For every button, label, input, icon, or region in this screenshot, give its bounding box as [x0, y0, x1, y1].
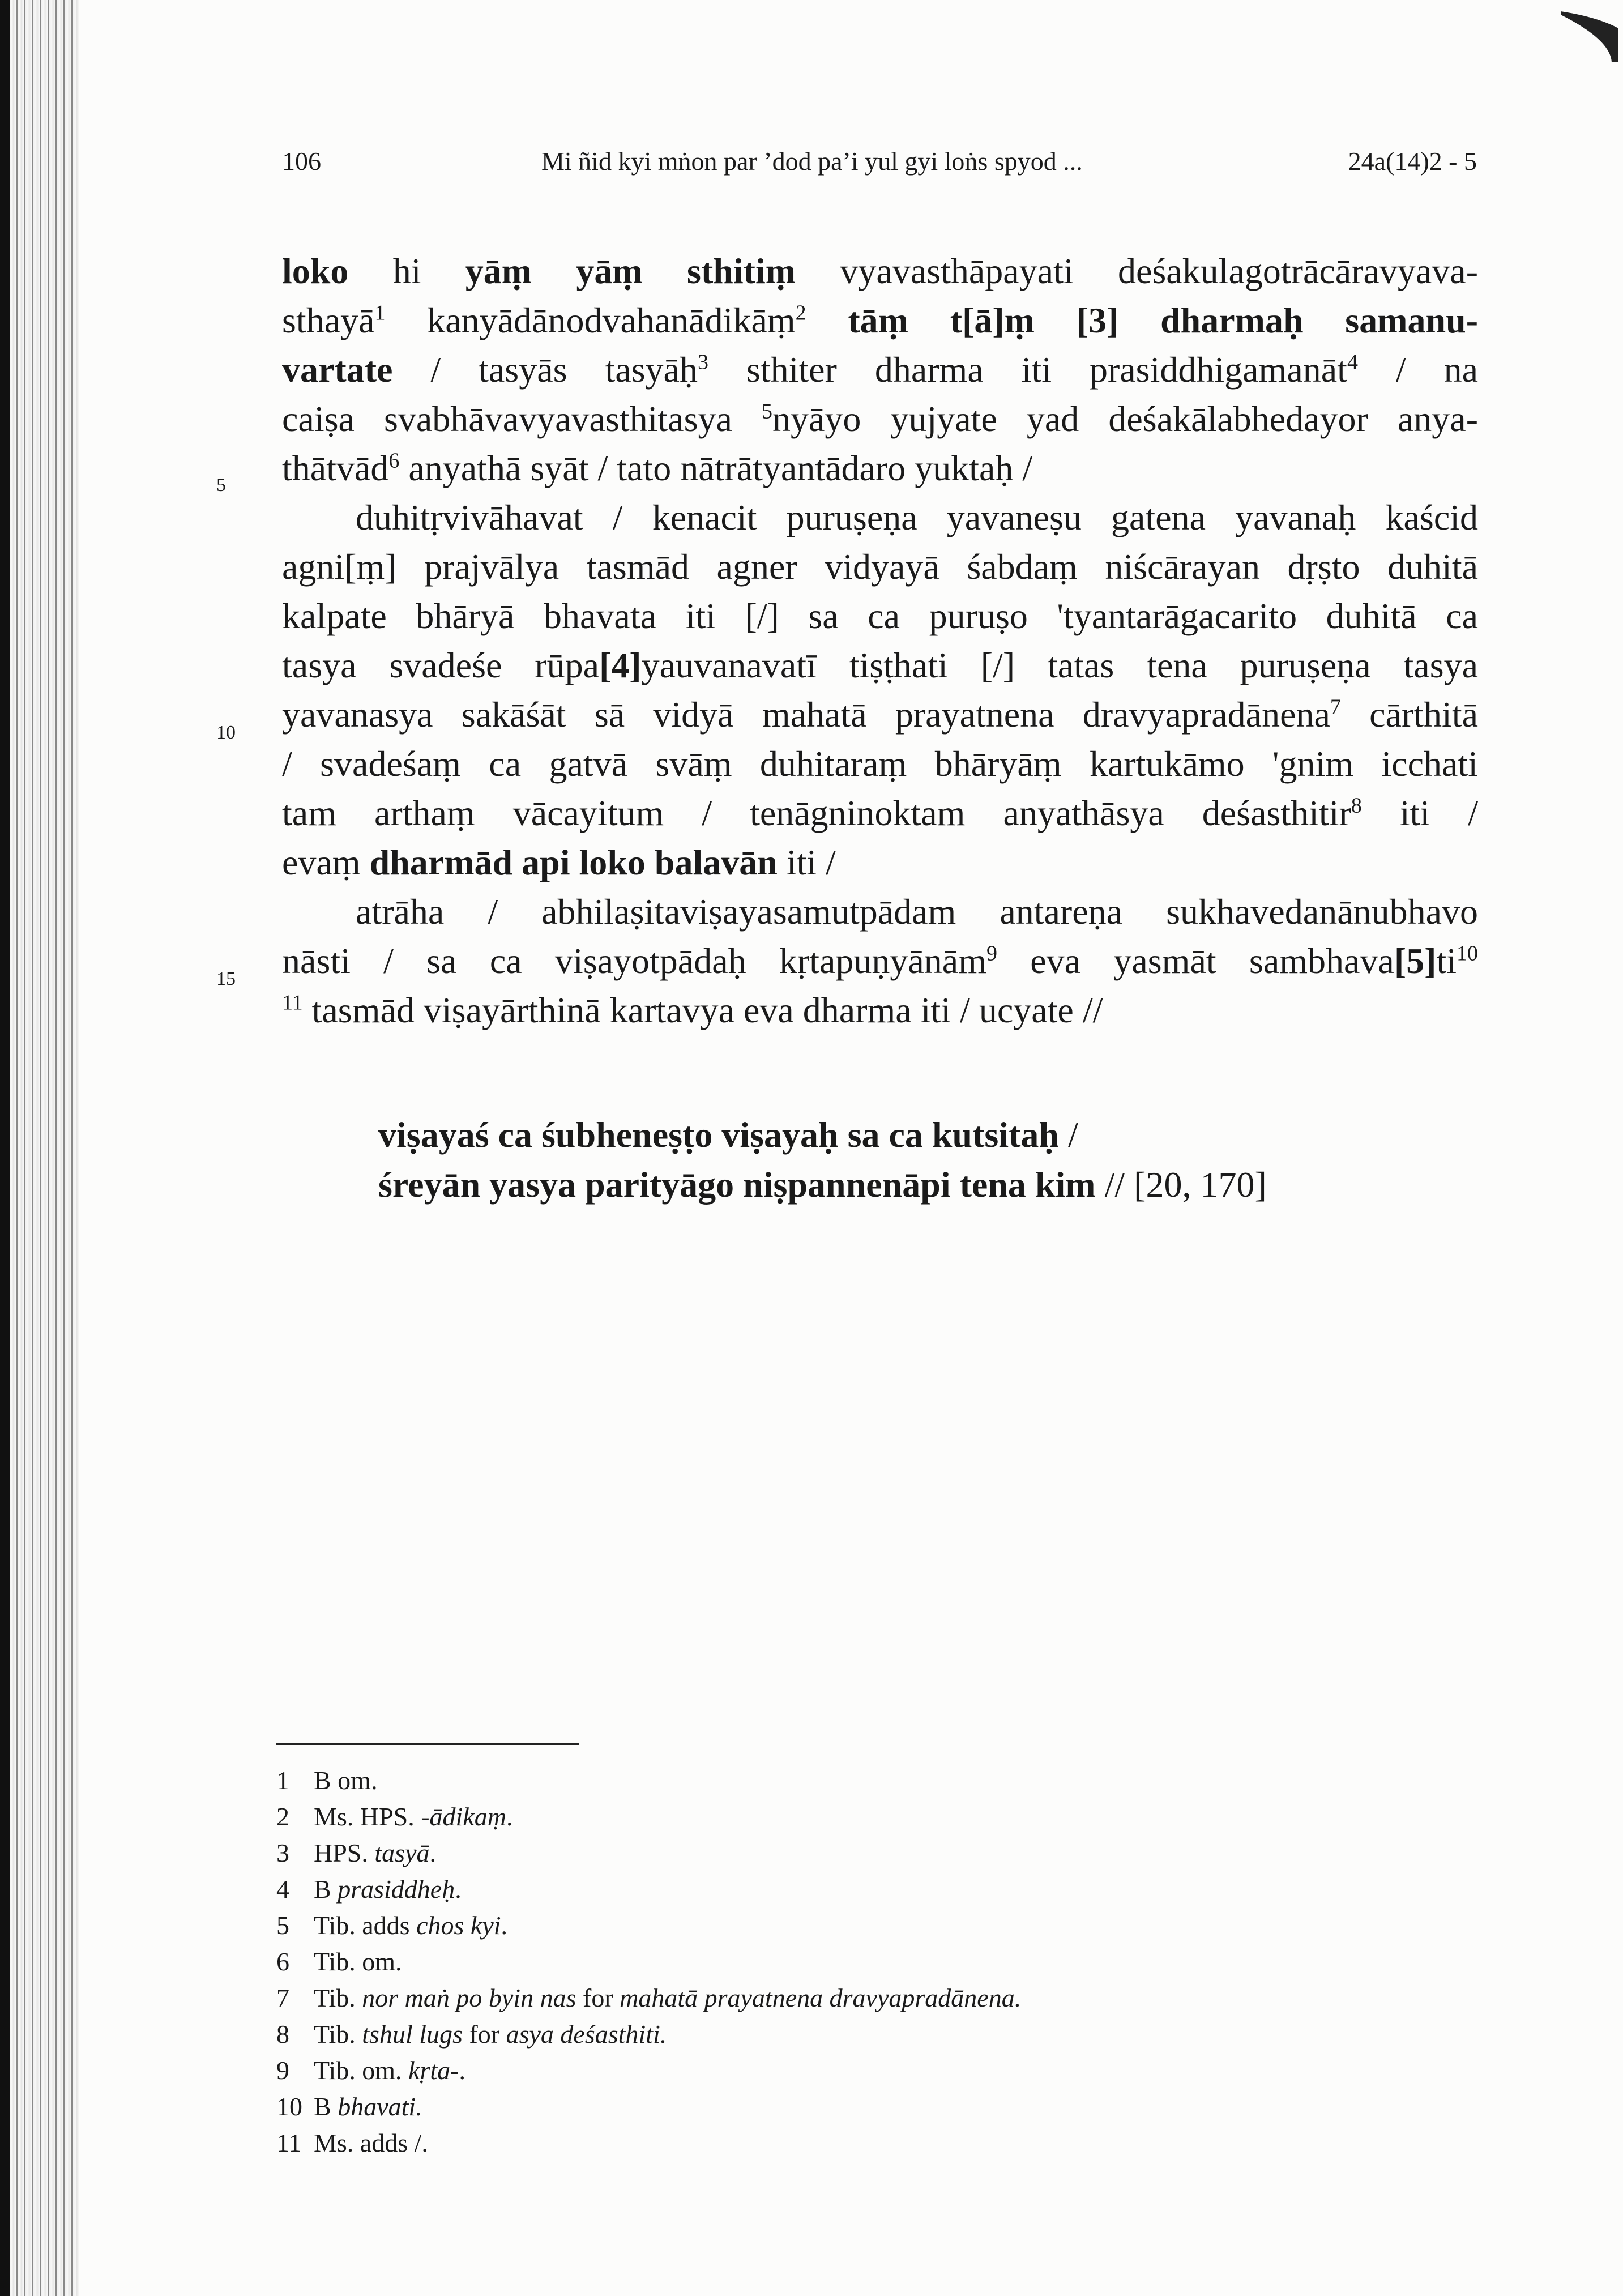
text-line: vartate / tasyās tasyāḥ$^3$ sthiter dharma iti prasiddhigamanāt$^4$ / na	[282, 349, 1479, 390]
page-edge	[0, 0, 10, 2296]
text-line: $^{11}$ tasmād viṣayārthinā kartavya eva dharma iti / ucyate //	[282, 990, 1103, 1030]
line-number: 5	[216, 475, 226, 496]
text-line: loko hi yāṃ yāṃ sthitiṃ vyavasthāpayati deśakulagotrācāravyava-	[282, 251, 1478, 291]
page-number: 106	[282, 147, 321, 176]
text-line: tam arthaṃ vācayitum / tenāgninoktam anyathāsya deśasthitir$^8$ iti /	[282, 793, 1479, 833]
text-line: thātvād$^6$ anyathā syāt / tato nātrātyantādaro yuktaḥ /	[282, 448, 1033, 488]
footnote: 10 B bhavati.	[276, 2092, 422, 2121]
text-line: nāsti / sa ca viṣayotpādaḥ kṛtapuṇyānām$^9$ eva yasmāt $sambhava[5]ti^{10}$	[282, 941, 1478, 981]
text-line: / svadeśaṃ ca gatvā svāṃ duhitaraṃ bhāryāṃ kartukāmo 'gnim icchati	[282, 744, 1478, 784]
main-text	[282, 246, 1478, 1035]
text-line: evaṃ dharmād api loko balavān iti /	[282, 842, 836, 882]
text-line: duhitṛvivāhavat / kenacit puruṣeṇa yavaneṣu gatena yavanaḥ kaścid	[356, 497, 1478, 537]
footnote: 1 B om.	[276, 1766, 378, 1795]
footnote: 11 Ms. adds /.	[276, 2128, 428, 2157]
text-line: yavanasya sakāśāt sā vidyā mahatā prayatnena dravyapradānena$^7$ cārthitā	[282, 694, 1479, 735]
running-header	[282, 146, 1477, 180]
footnote-rule	[276, 1743, 579, 1745]
footnote: 4 B prasiddheḥ.	[276, 1875, 462, 1904]
footnote: 5 Tib. adds chos kyi.	[276, 1911, 508, 1940]
folio-reference: 24a(14)2 - 5	[1348, 147, 1477, 176]
text-line: caiṣa svabhāvavyavasthitasya $^5$nyāyo yujyate yad deśakālabhedayor anya-	[282, 399, 1479, 439]
verse-line: śreyān yasya parityāgo niṣpannenāpi tena kim // [20, 170]	[378, 1164, 1267, 1205]
footnote: 2 Ms. HPS. -ādikaṃ.	[276, 1802, 513, 1831]
line-number: 15	[216, 968, 236, 989]
book-binding-shadow	[0, 0, 79, 2296]
text-line: tasya svadeśe rūpa[4]yauvanavatī tiṣṭhati [/] tatas tena puruṣeṇa tasya	[282, 645, 1479, 685]
verse-block	[378, 1110, 1267, 1210]
text-line: atrāha / abhilaṣitaviṣayasamutpādam antareṇa sukhavedanānubhavo	[356, 891, 1478, 932]
footnotes	[276, 1762, 1021, 2161]
text-line: sthayā$^1$ kanyādānodvahanādikāṃ$^2$ tāṃ t[ā]ṃ [3] dharmaḥ samanu-	[282, 300, 1479, 340]
footnote: 6 Tib. om.	[276, 1947, 402, 1976]
line-number: 10	[216, 722, 236, 743]
footnote: 8 Tib. tshul lugs for asya deśasthiti.	[276, 2020, 667, 2049]
footnote: 7 Tib. nor maṅ po byin nas for mahatā prayatnena dravyapradānena.	[276, 1983, 1022, 2012]
text-line: agni[ṃ] prajvālya tasmād agner vidyayā śabdaṃ niścārayan dṛṣto duhitā	[282, 547, 1478, 587]
verse-line: viṣayaś ca śubheneṣṭo viṣayaḥ sa ca kutsitaḥ /	[378, 1115, 1078, 1155]
text-line: kalpate bhāryā bhavata iti [/] sa ca puruṣo 'tyantarāgacarito duhitā ca	[282, 596, 1478, 636]
scan-corner-mark	[1544, 0, 1623, 62]
running-title: Mi ñid kyi mṅon par ’dod pa’i yul gyi loṅs spyod ...	[541, 147, 1083, 176]
footnote: 3 HPS. tasyā.	[276, 1838, 436, 1867]
footnote: 9 Tib. om. kṛta-.	[276, 2056, 465, 2085]
